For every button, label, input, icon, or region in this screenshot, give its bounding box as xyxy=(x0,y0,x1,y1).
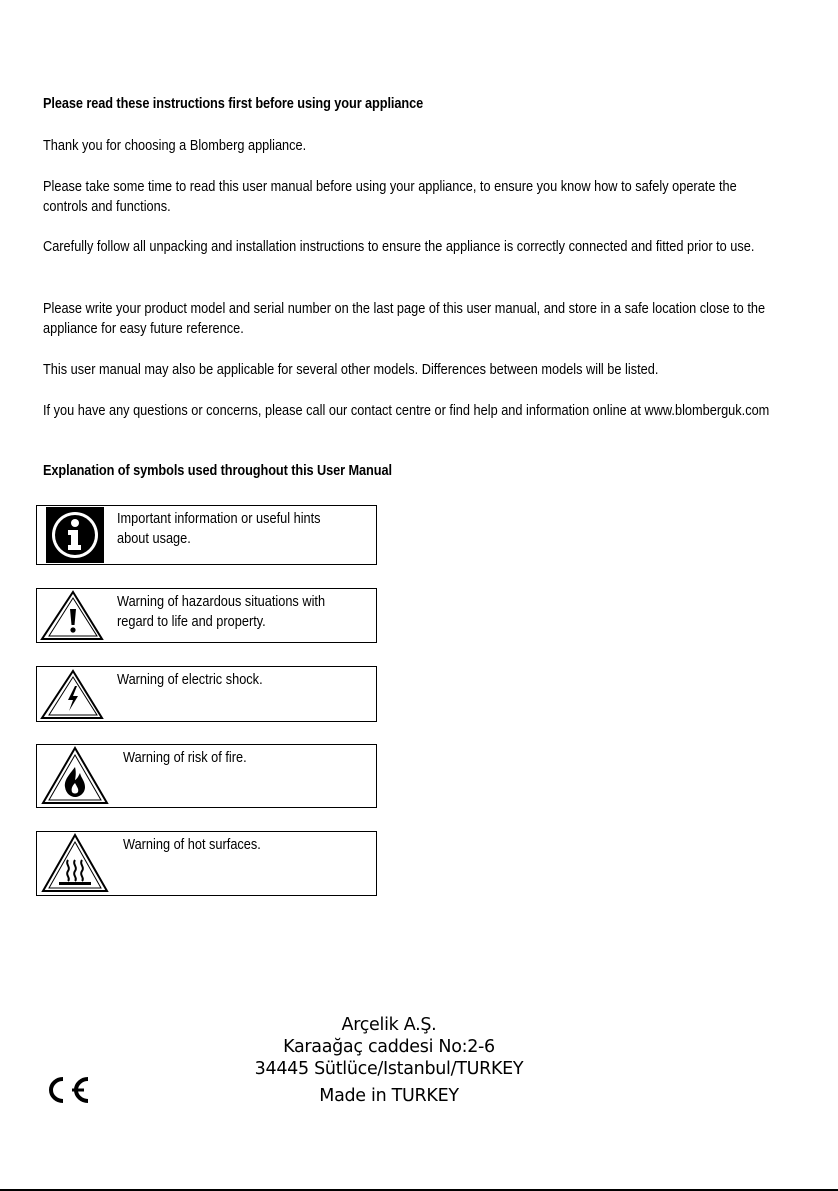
warning-hazard-icon xyxy=(37,589,107,646)
symbol-text-fire-risk: Warning of risk of fire. xyxy=(123,750,247,766)
intro-paragraph-other-models: This user manual may also be applicable for several other models. Differences between models will be listed. xyxy=(43,362,659,378)
intro-paragraph-contact: If you have any questions or concerns, please call our contact centre or find help and information online at www.blomberguk.com xyxy=(43,403,770,419)
intro-paragraph-read-manual: Please take some time to read this user manual before using your appliance, to ensure you know how to safely operate the controls and functions. xyxy=(43,179,737,215)
fire-risk-icon xyxy=(37,745,113,811)
manufacturer-company: Arçelik A.Ş. xyxy=(341,1015,437,1035)
symbol-row-information xyxy=(36,505,377,565)
manufacturer-street: Karaağaç caddesi No:2-6 xyxy=(283,1037,495,1057)
symbol-text-hazard: Warning of hazardous situations with regard to life and property. xyxy=(117,594,326,630)
symbol-text-electric-shock: Warning of electric shock. xyxy=(117,672,263,688)
hot-surface-icon xyxy=(37,832,113,899)
symbol-row-electric-shock xyxy=(36,666,377,722)
ce-mark-logo xyxy=(43,1075,93,1110)
electric-shock-icon xyxy=(37,667,107,725)
symbol-row-fire-risk xyxy=(36,744,377,808)
intro-paragraph-unpacking: Carefully follow all unpacking and installation instructions to ensure the appliance is correctly connected and fitted prior to use. xyxy=(43,239,755,255)
symbol-row-hot-surface xyxy=(36,831,377,896)
symbols-heading: Explanation of symbols used throughout this User Manual xyxy=(43,463,392,479)
intro-heading: Please read these instructions first before using your appliance xyxy=(43,96,424,112)
manufacturer-city: 34445 Sütlüce/Istanbul/TURKEY xyxy=(254,1059,524,1079)
symbol-text-hot-surface: Warning of hot surfaces. xyxy=(123,837,261,853)
manufacturer-origin: Made in TURKEY xyxy=(319,1086,459,1106)
symbol-row-hazard xyxy=(36,588,377,643)
intro-paragraph-serial-number: Please write your product model and serial number on the last page of this user manual, and store in a safe location close to the appliance for easy future reference. xyxy=(43,301,766,337)
symbol-text-information: Important information or useful hints about usage. xyxy=(117,511,321,547)
intro-paragraph-thanks: Thank you for choosing a Blomberg appliance. xyxy=(43,138,307,154)
information-icon xyxy=(37,506,107,569)
